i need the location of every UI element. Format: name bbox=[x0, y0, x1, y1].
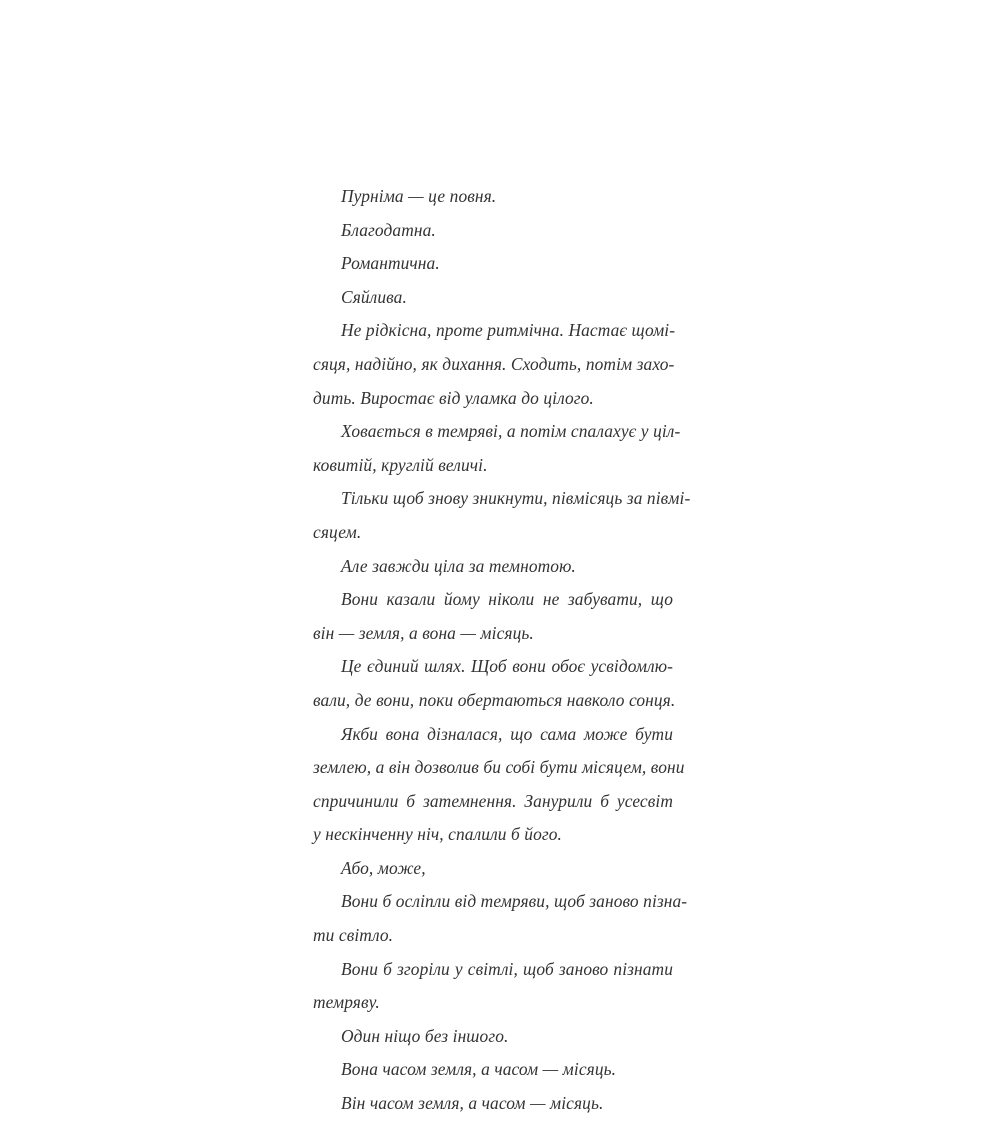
text-line: Він часом земля, а часом — місяць. bbox=[341, 1093, 604, 1114]
text-line: сяцем. bbox=[313, 521, 362, 542]
text-line: дить. Виростає від уламка до цілого. bbox=[313, 387, 594, 408]
text-line: у нескінченну ніч, спалили б його. bbox=[313, 824, 563, 845]
text-line: Пурніма — це повня. bbox=[341, 186, 497, 206]
text-line: Тільки щоб знову зникнути, півмісяць за півмі- bbox=[341, 488, 691, 509]
text-line: Благодатна. bbox=[341, 219, 436, 240]
text-line: темряву. bbox=[313, 992, 380, 1013]
text-line: спричинили б затемнення. Занурили б усесвіт bbox=[313, 790, 673, 811]
text-line: Вона часом земля, а часом — місяць. bbox=[341, 1059, 617, 1080]
text-line: Вони б осліпли від темряви, щоб заново пізна- bbox=[341, 891, 688, 912]
text-line: Романтична. bbox=[341, 253, 440, 274]
text-line: вали, де вони, поки обертаються навколо сонця. bbox=[313, 689, 676, 710]
text-line: Але завжди ціла за темнотою. bbox=[341, 555, 576, 576]
text-line: Вони б згоріли у світлі, щоб заново пізнати bbox=[341, 958, 673, 979]
text-line: ковитій, круглій величі. bbox=[313, 454, 488, 475]
page-text bbox=[313, 180, 691, 1121]
text-line: Це єдиний шлях. Щоб вони обоє усвідомлю- bbox=[341, 656, 673, 677]
text-line: Не рідкісна, проте ритмічна. Настає щомі- bbox=[341, 320, 676, 341]
text-line: Або, може, bbox=[341, 857, 426, 878]
text-line: він — земля, а вона — місяць. bbox=[313, 622, 534, 643]
text-line: землею, а він дозволив би собі бути місяцем, вони bbox=[313, 757, 685, 778]
text-line: сяця, надійно, як дихання. Сходить, потім захо- bbox=[313, 353, 675, 374]
text-line: Ховається в темряві, а потім спалахує у ціл- bbox=[341, 421, 681, 442]
text-line: Сяйлива. bbox=[341, 286, 407, 307]
text-line: Вони казали йому ніколи не забувати, що bbox=[341, 589, 673, 610]
text-line: Один ніщо без іншого. bbox=[341, 1025, 509, 1046]
text-line: ти світло. bbox=[313, 925, 394, 946]
text-line: Якби вона дізналася, що сама може бути bbox=[341, 723, 673, 744]
